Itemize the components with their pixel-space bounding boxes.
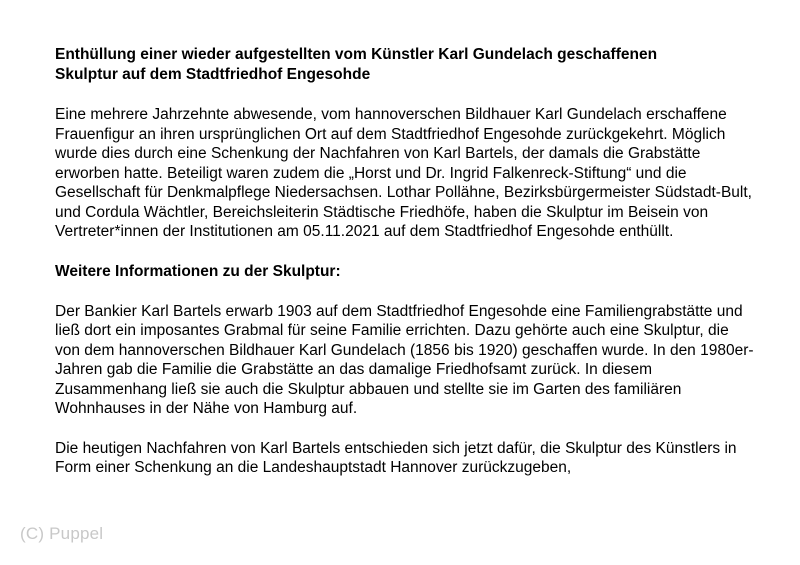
document-title-line-1: Enthüllung einer wieder aufgestellten vom Künstler Karl Gundelach geschaffenen [55,46,658,63]
document-page [55,45,755,498]
document-title-line-2: Skulptur auf dem Stadtfriedhof Engesohde [55,66,371,83]
paragraph-announcement: Eine mehrere Jahrzehnte abwesende, vom hannoverschen Bildhauer Karl Gundelach erschaffene Frauenfigur an ihren ursprünglichen Ort auf dem Stadtfriedhof Engesohde zurückgekehrt. Möglich wurde dies durch eine Schenkung der Nachfahren von Karl Bartels, der damals die Grabstätte erworben hatte. Beteiligt waren zudem die „Horst und Dr. Ingrid Falkenreck-Stiftung“ und die Gesellschaft für Denkmalpflege Niedersachsen. Lothar Pollähne, Bezirksbürgermeister Südstadt-Bult, und Cordula Wächtler, Bereichsleiterin Städtische Friedhöfe, haben die Skulptur im Beisein von Vertreter*innen der Institutionen am 05.11.2021 auf dem Stadtfriedhof Engesohde enthüllt. [55,106,752,240]
copyright-watermark: (C) Puppel [20,524,104,543]
paragraph-history: Der Bankier Karl Bartels erwarb 1903 auf dem Stadtfriedhof Engesohde eine Familiengrabstätte und ließ dort ein imposantes Grabmal für seine Familie errichten. Dazu gehörte auch eine Skulptur, die von dem hannoverschen Bildhauer Karl Gundelach (1856 bis 1920) geschaffen wurde. In den 1980er-Jahren gab die Familie die Grabstätte an das damalige Friedhofsamt zurück. In diesem Zusammenhang ließ sie auch die Skulptur abbauen und stellte sie im Garten des familiären Wohnhauses in der Nähe von Hamburg auf. [55,302,754,417]
paragraph-return: Die heutigen Nachfahren von Karl Bartels entschieden sich jetzt dafür, die Skulptur des Künstlers in Form einer Schenkung an die Landeshauptstadt Hannover zurückzugeben, [55,439,737,476]
document-title [55,45,755,85]
section-heading: Weitere Informationen zu der Skulptur: [55,262,341,280]
